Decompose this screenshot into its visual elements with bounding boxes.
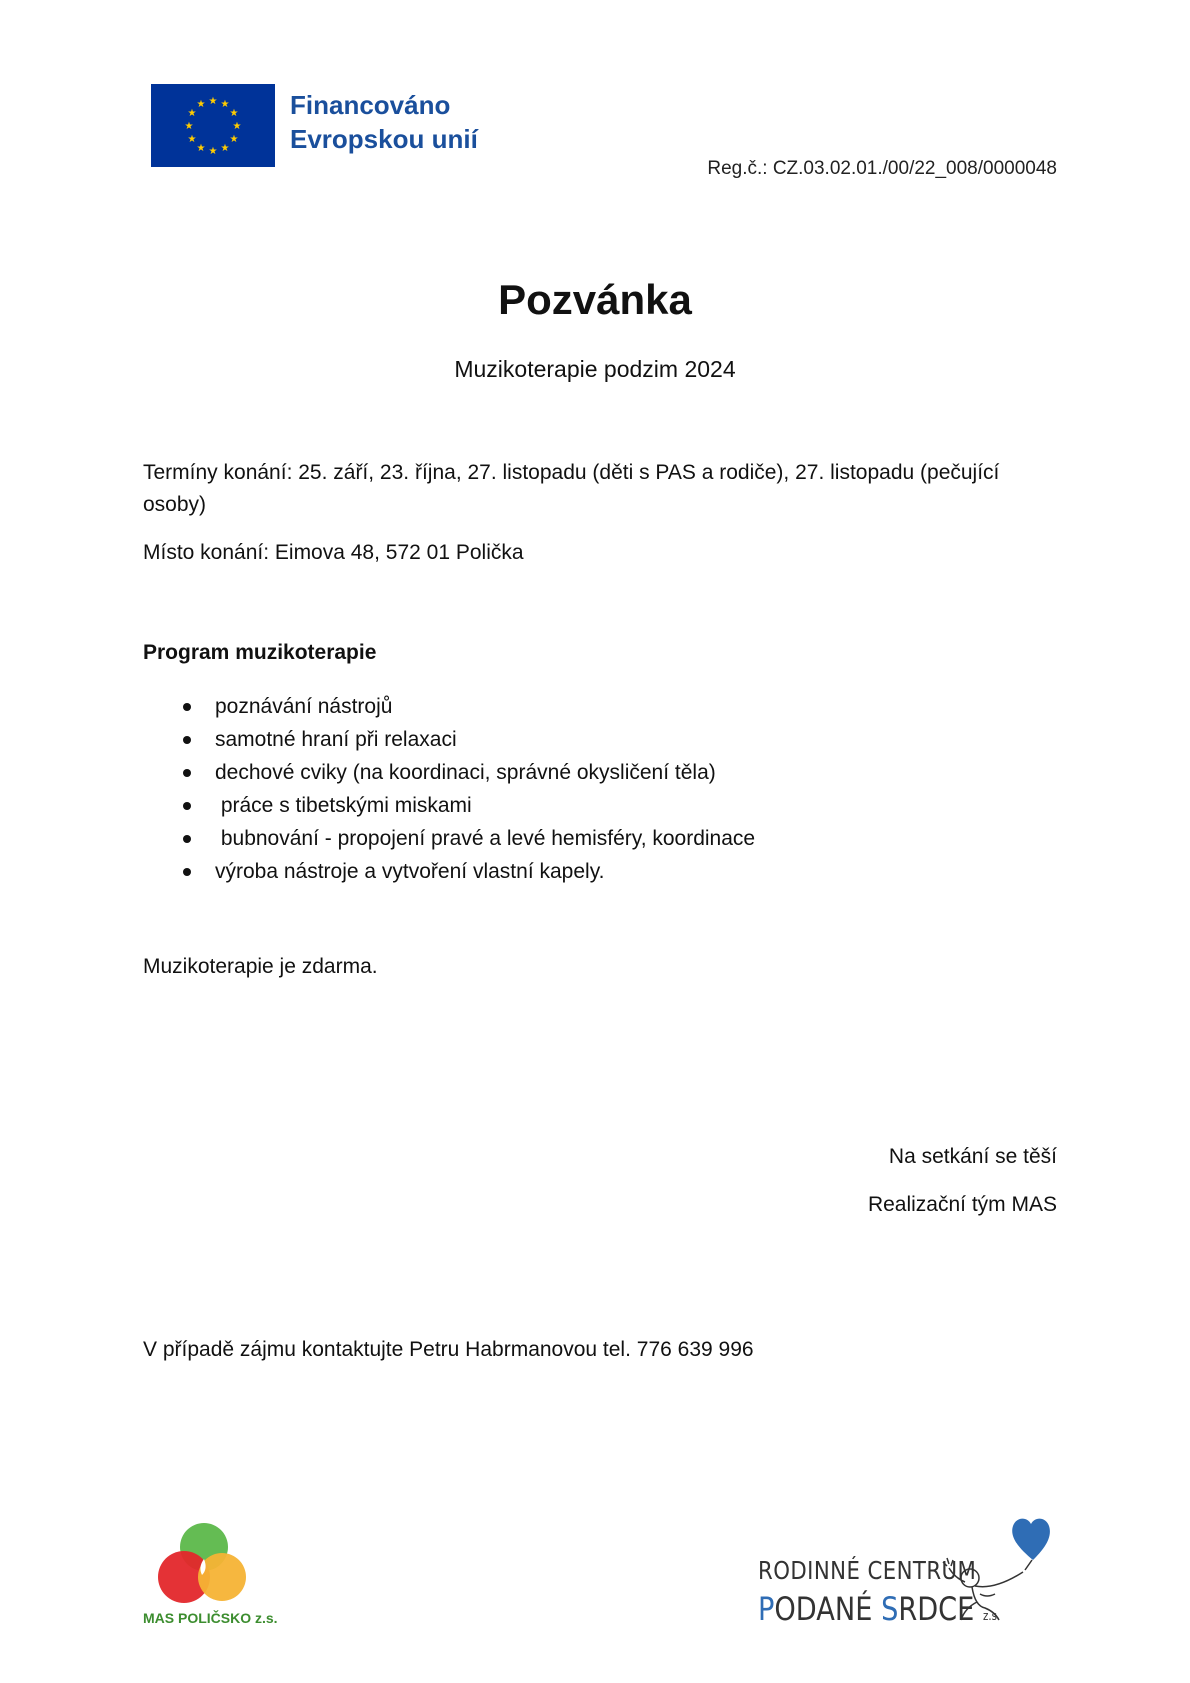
eu-line-1: Financováno [290,90,451,120]
bullet-icon [183,703,191,711]
svg-text:★: ★ [232,121,242,132]
mas-policsko-name: MAS POLIČSKO z.s. [143,1610,278,1626]
bullet-icon [183,868,191,876]
svg-text:★: ★ [187,108,197,119]
heart-icon [925,1508,1055,1628]
list-item: výroba nástroje a vytvoření vlastní kapely. [143,855,755,888]
program-list [143,690,755,888]
list-item: samotné hraní při relaxaci [143,723,755,756]
free-note: Muzikoterapie je zdarma. [143,955,378,978]
contact-info: V případě zájmu kontaktujte Petru Habrmanovou tel. 776 639 996 [143,1338,754,1361]
list-item: dechové cviky (na koordinaci, správné okysličení těla) [143,756,755,789]
svg-text:★: ★ [229,108,239,119]
list-item: bubnování - propojení pravé a levé hemisféry, koordinace [143,822,755,855]
svg-text:★: ★ [196,99,206,110]
heart-figure-logo [925,1508,1055,1628]
registration-number: Reg.č.: CZ.03.02.01./00/22_008/0000048 [707,158,1057,179]
svg-text:★: ★ [184,121,194,132]
eu-line-2: Evropskou unií [290,124,478,154]
svg-text:★: ★ [196,143,206,154]
event-venue: Místo konání: Eimova 48, 572 01 Polička [143,541,524,564]
svg-text:★: ★ [208,96,218,107]
page-subtitle: Muzikoterapie podzim 2024 [454,356,736,382]
eu-flag-logo [151,84,275,167]
mas-policsko-logo [140,1515,270,1625]
bullet-icon [183,802,191,810]
svg-text:★: ★ [187,134,197,145]
eu-funding-text [290,88,478,156]
bullet-icon [183,736,191,744]
bullet-icon [183,835,191,843]
closing-line-1: Na setkání se těší [888,1145,1057,1168]
mas-circles-icon [140,1515,270,1625]
eu-stars-icon [151,84,275,167]
program-heading: Program muzikoterapie [143,641,377,664]
rc-name-line-1: RODINNÉ CENTRUM [758,1556,977,1585]
list-item: poznávání nástrojů [143,690,755,723]
rc-name-line-2: PODANÉ SRDCE z.s. [758,1590,1001,1628]
svg-text:★: ★ [208,146,218,157]
svg-text:★: ★ [220,143,230,154]
closing-line-2: Realizační tým MAS [867,1193,1057,1216]
page-title: Pozvánka [498,276,692,323]
event-dates: Termíny konání: 25. září, 23. října, 27. listopadu (děti s PAS a rodiče), 27. listopadu (pečující osoby) [143,461,1000,516]
bullet-icon [183,769,191,777]
svg-text:★: ★ [229,134,239,145]
list-item: práce s tibetskými miskami [143,789,755,822]
svg-text:★: ★ [220,99,230,110]
